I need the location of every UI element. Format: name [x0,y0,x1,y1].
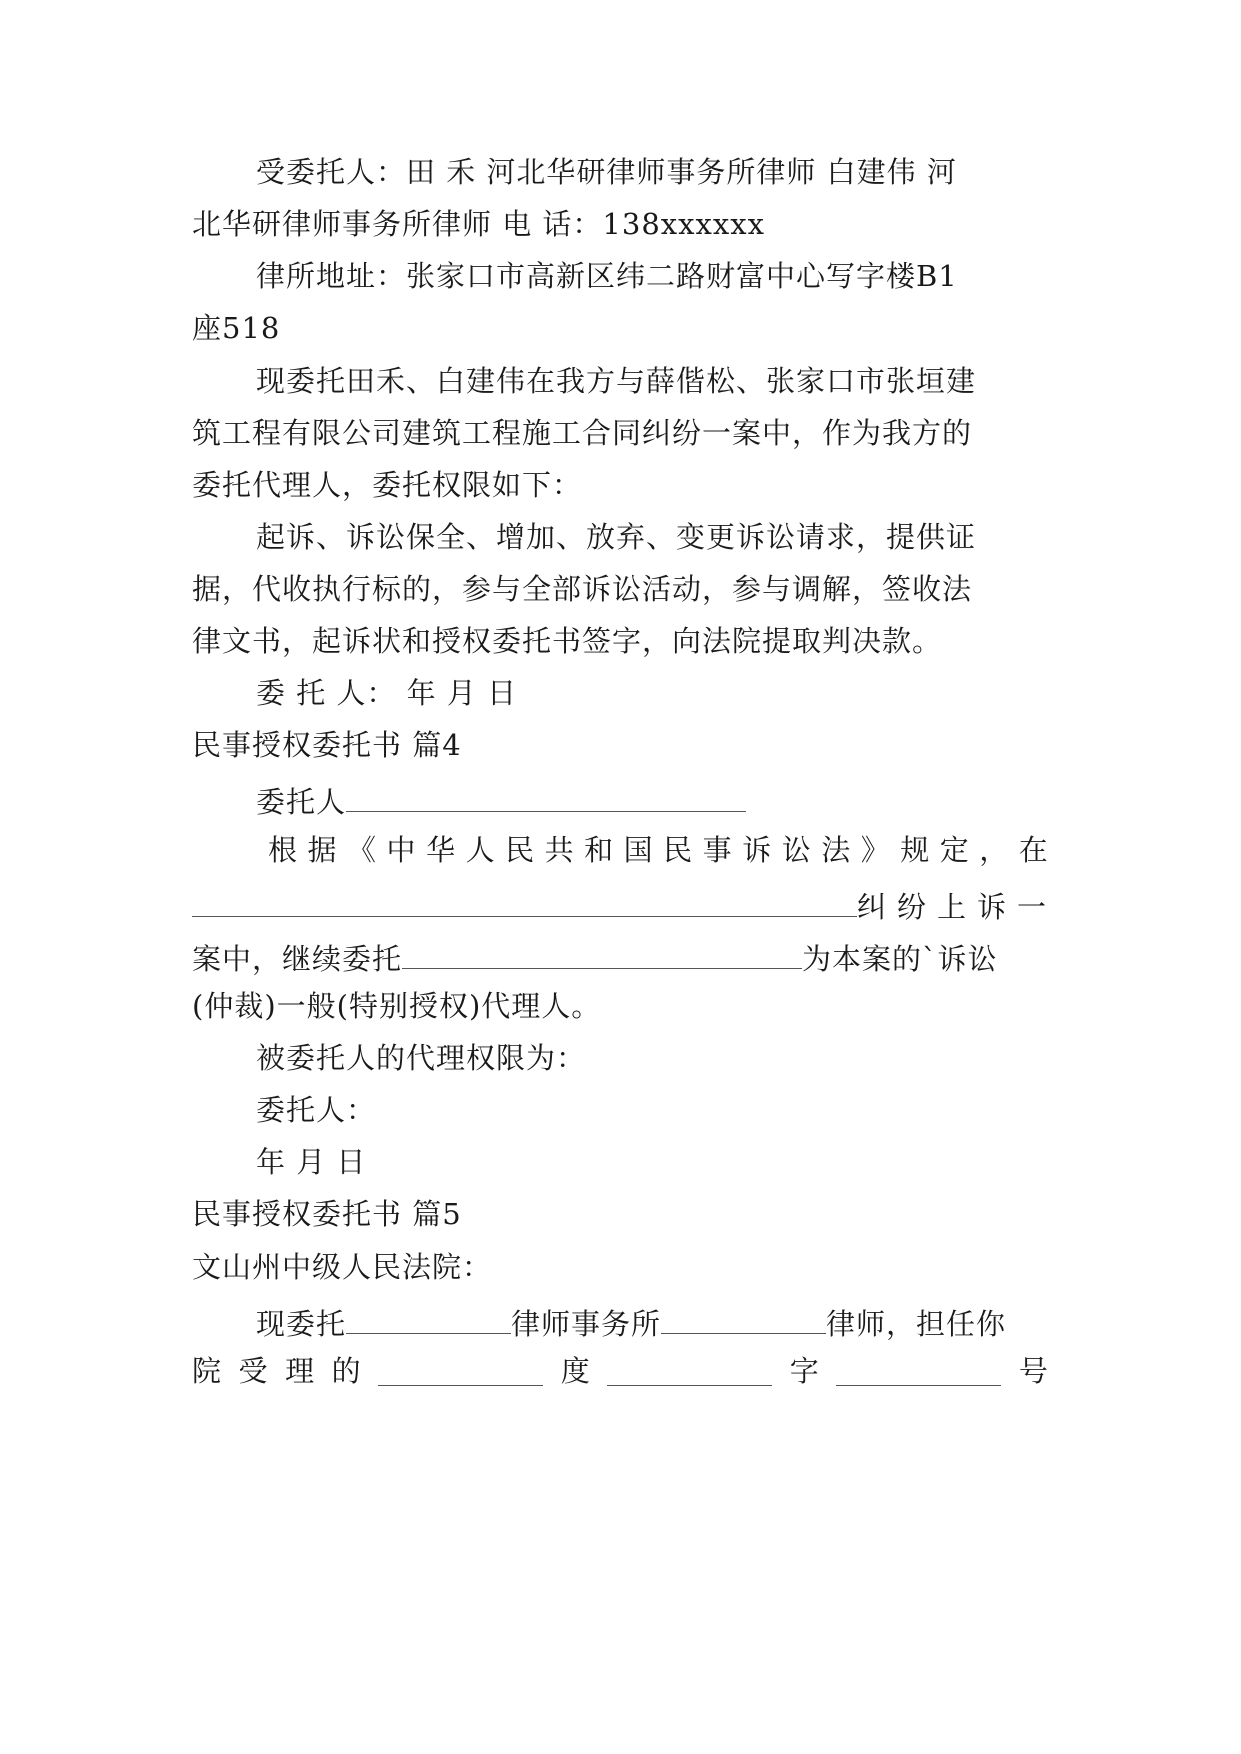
char: ， [979,833,1009,867]
char: 中 [386,833,416,867]
text-line: 起诉、诉讼保全、增加、放弃、变更诉讼请求，提供证 [256,520,977,554]
lawyer-line [256,1299,1048,1344]
text-segment: 现委托 [256,1307,347,1341]
section-heading: 民事授权委托书 篇4 [192,728,462,762]
text-segment: 律师事务所 [511,1307,662,1341]
char: 民 [663,833,693,867]
dispute-tail: 纠纷上诉一 [857,890,1058,924]
text-line: 据，代收执行标的，参与全部诉讼活动，参与调解，签收法 [192,572,973,606]
char: 号 [1018,1354,1048,1388]
principal-line [256,777,1048,822]
text-line: 委托代理人，委托权限如下： [192,468,583,502]
char: 《 [347,833,377,867]
agent-blank [402,934,802,969]
principal-blank [346,777,746,812]
date-line: 年 月 日 [256,1145,367,1179]
signature-date-line: 委 托 人： 年 月 日 [256,676,518,710]
dispute-line [192,882,1058,927]
principal-label: 委托人 [256,785,347,819]
text-line: 律所地址：张家口市高新区纬二路财富中心写字楼B1 [256,259,958,293]
entrust-tail: 为本案的`诉讼 [802,942,998,976]
char: 定 [939,833,969,867]
justified-line [268,830,1048,870]
text-line: 北华研律师事务所律师 电 话：138xxxxxx [192,207,765,241]
char: 度 [560,1354,590,1388]
word-blank [607,1351,772,1386]
char: 在 [1018,833,1048,867]
char: 共 [544,833,574,867]
text-line: 文山州中级人民法院： [192,1250,493,1284]
text-line: 现委托田禾、白建伟在我方与薛偕松、张家口市张垣建 [256,364,977,398]
char: 和 [584,833,614,867]
char: 字 [789,1354,819,1388]
year-blank [378,1351,543,1386]
entrust-line [192,934,1048,979]
entrust-head: 案中，继续委托 [192,942,403,976]
char: 院 [192,1354,222,1388]
char: 》 [860,833,890,867]
char: 法 [821,833,851,867]
char: 据 [307,833,337,867]
char: 受 [238,1354,268,1388]
text-line: (仲裁)一般(特别授权)代理人。 [192,989,602,1023]
text-line: 律文书，起诉状和授权委托书签字，向法院提取判决款。 [192,624,943,658]
char: 民 [505,833,535,867]
char: 理 [285,1354,315,1388]
section-heading: 民事授权委托书 篇5 [192,1197,462,1231]
number-blank [836,1351,1001,1386]
text-segment: 律师，担任你 [826,1307,1007,1341]
text-line: 筑工程有限公司建筑工程施工合同纠纷一案中，作为我方的 [192,416,973,450]
char: 华 [426,833,456,867]
dispute-blank [192,882,857,917]
case-number-line [192,1351,1048,1391]
text-line: 被委托人的代理权限为： [256,1041,587,1075]
char: 事 [702,833,732,867]
char: 诉 [742,833,772,867]
text-line: 座518 [192,311,281,345]
text-line: 委托人： [256,1093,377,1127]
char: 人 [465,833,495,867]
char: 的 [331,1354,361,1388]
lawyer-blank [661,1299,826,1334]
text-line: 受委托人：田 禾 河北华研律师事务所律师 白建伟 河 [256,155,957,189]
char: 国 [623,833,653,867]
firm-blank [346,1299,511,1334]
char: 根 [268,833,298,867]
char: 规 [900,833,930,867]
char: 讼 [781,833,811,867]
